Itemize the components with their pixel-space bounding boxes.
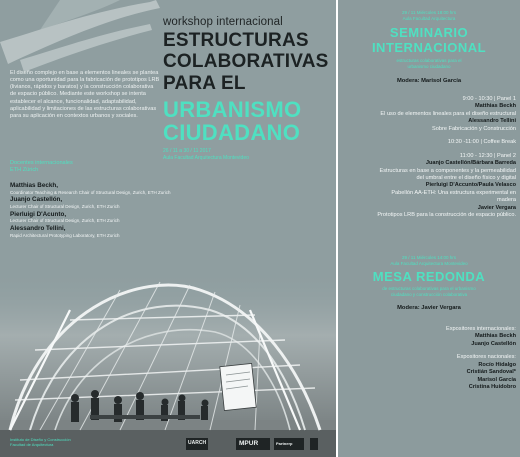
uarch-logo: UARCH xyxy=(186,438,208,450)
schedule-time: 9:00 - 10:30 | Panel 1 xyxy=(462,96,516,102)
speaker-name: Juanjo Castellón xyxy=(471,340,516,347)
seminar-date xyxy=(338,10,520,22)
seminar-schedule xyxy=(342,96,516,220)
roundtable-subtitle xyxy=(338,286,520,298)
tutor-item xyxy=(10,225,210,238)
seminar-date-line-1: 29 / 11 Miércoles 18:00 hrs xyxy=(402,10,456,15)
title-line-2: COLABORATIVAS xyxy=(163,51,329,72)
intl-speakers-label: Expositores internacionales: xyxy=(446,326,516,332)
roundtable-title: MESA REDONDA xyxy=(372,269,486,284)
speaker-name: Cristina Huidobro xyxy=(468,384,516,391)
speaker-name: Marisol García xyxy=(477,376,516,383)
seminar-moderator: Modera: Marisol García xyxy=(396,78,462,84)
footer-line-1: Instituto de Diseño y Construcción xyxy=(10,437,71,442)
roundtable-subtitle-line-2: ciudadano y construcción colaborativa xyxy=(390,291,468,297)
seminar-title-1: SEMINARIO xyxy=(389,25,469,40)
roundtable-date-line-1: 29 / 11 Miércoles 14:00 hrs xyxy=(402,255,456,260)
seminar-subtitle-line-2: urbanismo ciudadano xyxy=(407,63,451,69)
workshop-kicker: workshop internacional xyxy=(163,16,283,28)
intro-paragraph: El diseño complejo en base a elementos lineales se plantea como una oportunidad para la fabricación de prototipos LRB (livianos, rápidos y baratos) y la construcción colaborativa de espacio público. Mediante este workshop se intenta establecer el alcance, funcionalidad, adaptabilidad, aplicabilidad y limitaciones de las estructuras colaborativas para su aplicación en contextos urbanos y sociales. xyxy=(10,70,160,119)
tutor-role: Lecturer Chair of Structural Design, Zurich, ETH Zurich xyxy=(10,218,120,224)
schedule-speaker: Juanjo Castellón/Bárbara Barreda xyxy=(425,160,516,167)
speakers-list xyxy=(342,326,516,392)
seminar-date-line-2: Aula Facultad Arquitectura xyxy=(402,15,456,21)
speaker-name: Matthias Beckh xyxy=(474,333,516,340)
workshop-dates xyxy=(163,148,249,162)
title-line-3: PARA EL xyxy=(163,73,246,94)
tutors-list xyxy=(10,182,210,240)
mpur-logo: MPUR xyxy=(236,438,270,450)
tutor-item xyxy=(10,211,210,224)
title-line-1: ESTRUCTURAS xyxy=(163,30,309,51)
schedule-topic: Pabellón AA-ETH: Una estructura experimental en xyxy=(391,189,516,196)
tutor-role: Lecturer Chair of Structural Design, Zurich, ETH Zurich xyxy=(10,203,120,209)
pavilion-photo xyxy=(0,270,336,457)
tutor-name: Alessandro Tellini, xyxy=(10,225,66,233)
tutor-name: Pierluigi D'Acunto, xyxy=(10,210,67,218)
seminar-subtitle xyxy=(338,58,520,70)
dates-line-1: 26 / 11 a 30 / 11 2017 xyxy=(163,148,211,154)
university-logo xyxy=(310,438,318,450)
tutors-heading xyxy=(10,160,73,175)
schedule-speaker: Javier Vergara xyxy=(477,204,516,211)
title-teal-line-2: CIUDADANO xyxy=(163,120,301,145)
schedule-topic: madera xyxy=(497,197,516,204)
seminar-title-2: INTERNACIONAL xyxy=(371,40,487,55)
seminar-subtitle-line-1: estructuras colaborativas para el xyxy=(396,58,462,63)
schedule-speaker: Matthias Beckh xyxy=(474,103,516,110)
tutor-item xyxy=(10,182,210,195)
program-poster xyxy=(338,0,520,457)
tutor-role: Coordinator Teaching & Research Chair of Structural Design, Zurich, ETH Zurich xyxy=(10,189,171,195)
title-teal-line-1: URBANISMO xyxy=(163,97,302,122)
roundtable-date-line-2: Aula Facultad Arquitectura Montevideo xyxy=(390,260,468,266)
footer-line-2: Facultad de Arquitectura xyxy=(10,442,54,447)
speaker-name: Rocío Hidalgo xyxy=(478,361,516,368)
schedule-time: 11:00 - 12:30 | Panel 2 xyxy=(459,152,516,159)
schedule-topic: El uso de elementos lineales para el diseño estructural xyxy=(380,110,516,117)
schedule-topic: Estructuras en base a componentes y la permeabilidad xyxy=(379,167,516,174)
roundtable-date xyxy=(338,255,520,267)
schedule-speaker: Alessandro Tellini xyxy=(468,118,516,125)
roundtable-moderator: Modera: Javier Vergara xyxy=(397,305,461,311)
tutor-item xyxy=(10,196,210,209)
tutors-heading-line-2: ETH Zürich xyxy=(10,167,39,174)
tutor-name: Matthias Beckh, xyxy=(10,182,58,189)
roundtable-subtitle-line-1: de estructuras colaborativas para el urbanismo xyxy=(382,286,476,291)
schedule-topic: Prototipos LRB para la construcción de espacio público. xyxy=(377,212,516,219)
speaker-name: Cristián Sandoval* xyxy=(466,369,516,376)
tutor-role: Rapid Architectural Prototyping Laboratory, ETH Zurich xyxy=(10,232,120,238)
schedule-topic: del umbral entre el diseño físico y digital xyxy=(416,174,516,181)
tutors-heading-line-1: Docentes internacionales xyxy=(10,160,73,166)
footer-credits xyxy=(10,437,71,447)
schedule-time: 10:30 -11:00 | Coffee Break xyxy=(447,139,516,146)
dates-line-2: Aula Facultad Arquitectura Montevideo xyxy=(163,154,249,161)
nat-speakers-label: Expositores nacionales: xyxy=(456,354,516,361)
schedule-speaker: Pierluigi D'Accunto/Paula Velasco xyxy=(425,182,516,189)
tutor-name: Juanjo Castellón, xyxy=(10,196,63,204)
schedule-topic: Sobre Fabricación y Construcción xyxy=(432,125,516,132)
partner-logo: Partnerp xyxy=(274,438,304,450)
